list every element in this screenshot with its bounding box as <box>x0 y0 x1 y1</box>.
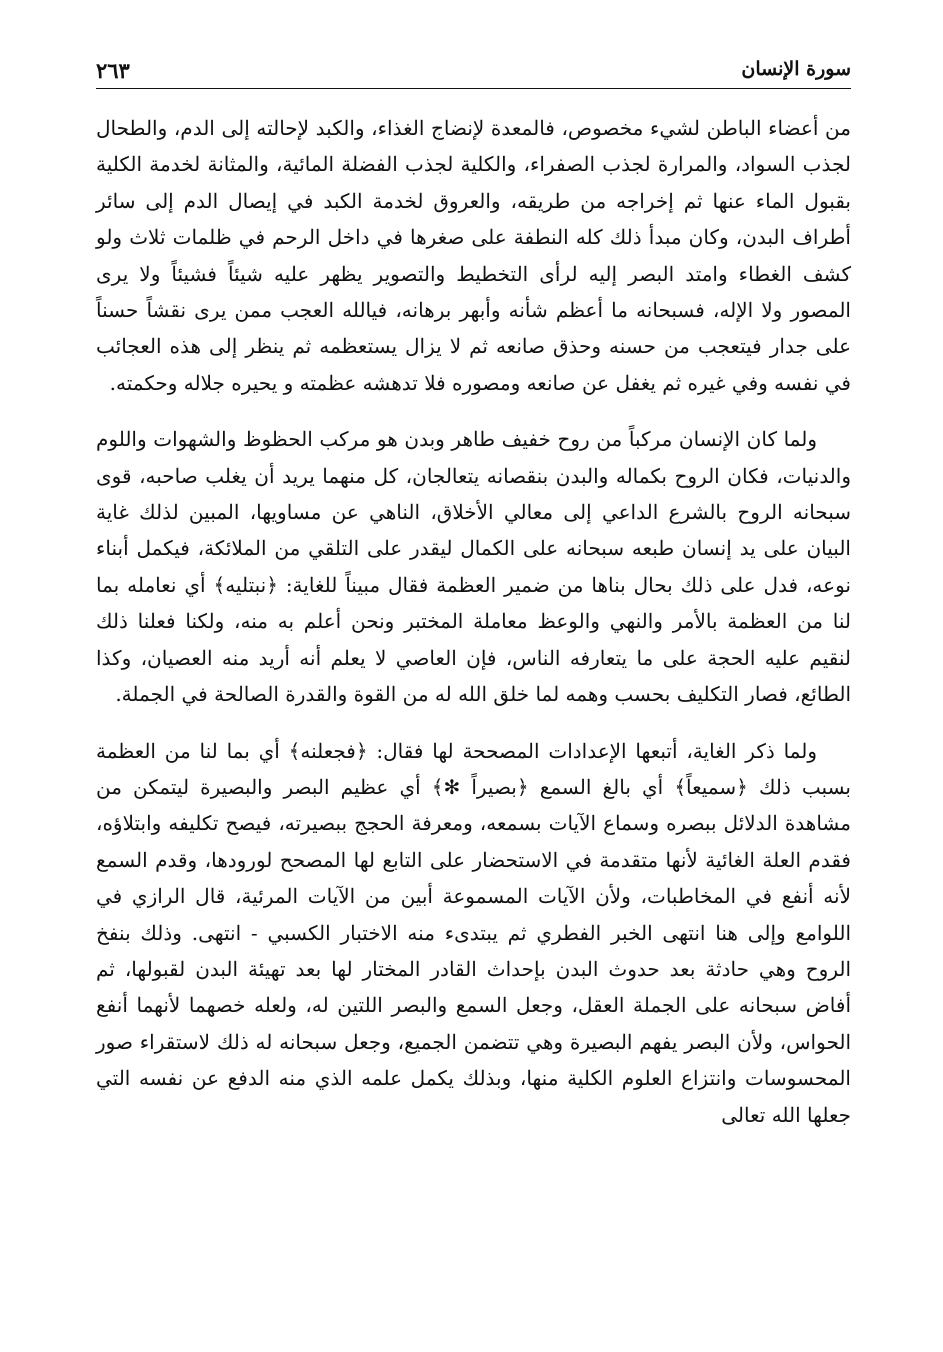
header-divider <box>96 88 851 89</box>
paragraph-3: ولما ذكر الغاية، أتبعها الإعدادات المصححة لها فقال: ﴿فجعلنه﴾ أي بما لنا من العظمة بسبب ذلك ﴿سميعاً﴾ أي بالغ السمع ﴿بصيراً ✻﴾ أي عظيم البصر والبصيرة ليتمكن من مشاهدة الدلائل ببصره وسماع الآيات بسمعه، ومعرفة الحجج ببصيرته، فيصح تكليفه وابتلاؤه، فقدم العلة الغائية لأنها متقدمة في الاستحضار على التابع لها المصحح لورودها، وقدم السمع لأنه أنفع في المخاطبات، ولأن الآيات المسموعة أبين من الآيات المرئية، قال الرازي في اللوامع وإلى هنا انتهى الخبر الفطري ثم يبتدىء منه الاختبار الكسبي - انتهى. وذلك بنفخ الروح وهي حادثة بعد حدوث البدن بإحداث القادر المختار لها بعد تهيئة البدن لقبولها، ثم أفاض سبحانه على الجملة العقل، وجعل السمع والبصر اللتين له، ولعله خصهما لأنهما أنفع الحواس، ولأن البصر يفهم البصيرة وهي تتضمن الجميع، وجعل سبحانه له ذلك لاستقراء صور المحسوسات وانتزاع العلوم الكلية منها، وبذلك يكمل علمه الذي منه الدفع عن نفسه التي جعلها الله تعالى <box>96 738 852 1127</box>
page-header <box>96 58 851 88</box>
surah-title: سورة الإنسان <box>741 58 851 80</box>
paragraph-1: من أعضاء الباطن لشيء مخصوص، فالمعدة لإنضاج الغذاء، والكبد لإحالته إلى الدم، والطحال لجذب السواد، والمرارة لجذب الصفراء، والكلية لجذب الفضلة المائية، والمثانة لخدمة الكلية بقبول الماء عنها ثم إخراجه من طريقه، والعروق لخدمة الكبد في إيصال الدم إلى سائر أطراف البدن، وكان مبدأ ذلك كله النطفة على صغرها في داخل الرحم في ظلمات ثلاث ولو كشف الغطاء وامتد البصر إليه لرأى التخطيط والتصوير يظهر عليه شيئاً فشيئاً ولا يرى المصور ولا الإله، فسبحانه ما أعظم شأنه وأبهر برهانه، فيالله العجب ممن يرى نقشاً حسناً على جدار فيتعجب من حسنه وحذق صانعه ثم لا يزال يستعظمه ثم ينظر إلى هذه العجائب في نفسه وفي غيره ثم يغفل عن صانعه ومصوره فلا تدهشه عظمته و يحيره جلاله وحكمته. <box>96 116 851 395</box>
page-number: ٢٦٣ <box>96 58 130 83</box>
page-body <box>96 110 851 1133</box>
paragraph-2: ولما كان الإنسان مركباً من روح خفيف طاهر وبدن هو مركب الحظوظ والشهوات واللوم والدنيات، فكان الروح بكماله والبدن بنقصانه يتعالجان، كل منهما يريد أن يغلب صاحبه، قوى سبحانه الروح بالشرع الداعي إلى معالي الأخلاق، الناهي عن مساويها، المبين لذلك غاية البيان على يد إنسان طبعه سبحانه على الكمال ليقدر على التلقي من الملائكة، فيكمل أبناء نوعه، فدل على ذلك بحال بناها من ضمير العظمة فقال مبيناً للغاية: ﴿نبتليه﴾ أي نعامله بما لنا من العظمة بالأمر والنهي والوعظ معاملة المختبر ونحن أعلم به منه، ولكنا فعلنا ذلك لنقيم عليه الحجة على ما يتعارفه الناس، فإن العاصي لا يعلم أنه أريد منه العصيان، وكذا الطائع، فصار التكليف بحسب وهمه لما خلق الله له من القوة والقدرة الصالحة في الجملة. <box>96 427 851 707</box>
